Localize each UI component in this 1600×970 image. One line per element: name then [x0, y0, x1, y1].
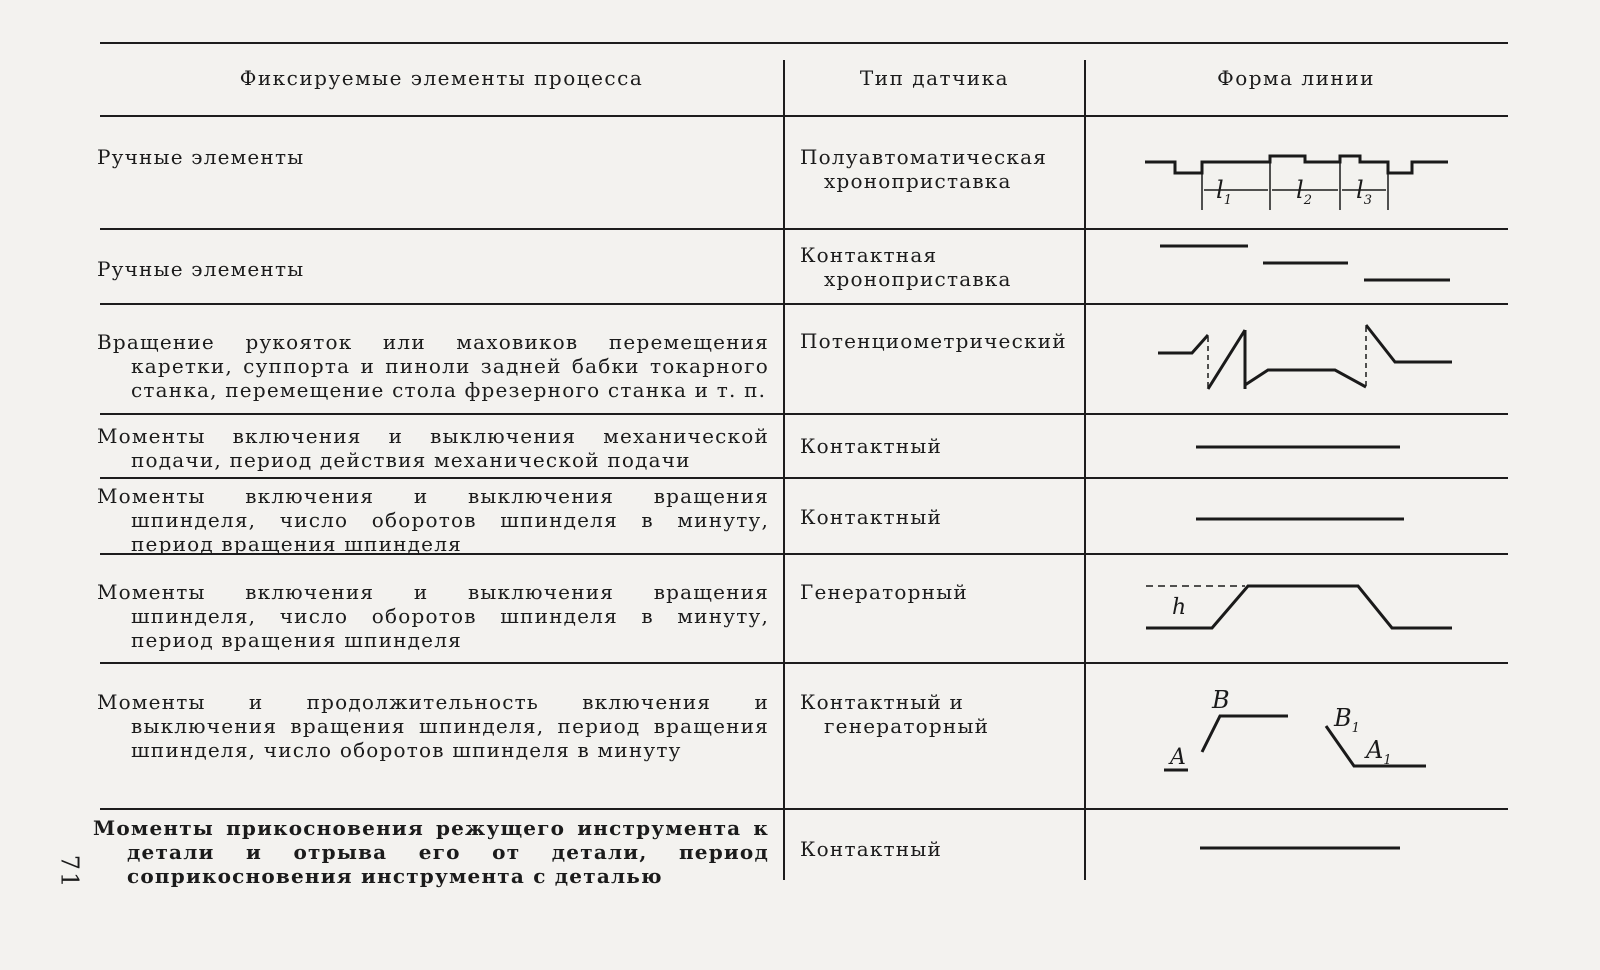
row-6-line-form	[1130, 572, 1460, 642]
row-3-line-form	[1130, 315, 1460, 400]
row-1-sensor: Полуавтоматическая хроноприставка	[800, 145, 1048, 193]
row-rule-2	[100, 303, 1508, 305]
row-1-element: Ручные элементы	[97, 145, 305, 169]
header-bottom-rule	[100, 115, 1508, 117]
row-rule-7	[100, 808, 1508, 810]
a1-label: A	[1366, 736, 1384, 764]
row-2-sensor: Контактная хроноприставка	[800, 243, 1012, 291]
a-label: A	[1170, 745, 1186, 770]
row-5-line-form	[1130, 508, 1460, 538]
row-7-element: Моменты и продолжительность включения и выключения вращения шпинделя, период вращения шпинделя, число оборотов шпинделя в минуту	[97, 690, 769, 762]
row-1-line-form	[1130, 140, 1460, 220]
h-label: h	[1172, 595, 1187, 620]
row-6-sensor: Генераторный	[800, 580, 968, 604]
svg-text:l2: $l_2$	[1296, 176, 1312, 208]
row-8-element: Моменты прикосновения режущего инструмента к детали и отрыва его от детали, период соприкосновения инструмента с деталью	[93, 816, 769, 888]
l2-label: l	[1296, 176, 1304, 204]
row-8-line-form	[1130, 838, 1460, 862]
column-divider-2	[1084, 60, 1086, 880]
row-4-element: Моменты включения и выключения механической подачи, период действия механической подачи	[97, 424, 769, 472]
row-2-line-form	[1130, 232, 1460, 292]
svg-text:B1: $B_1$	[1334, 704, 1360, 736]
table-top-rule	[100, 42, 1508, 44]
row-7-line-form	[1130, 680, 1460, 780]
column-divider-1	[783, 60, 785, 880]
b1-label: B	[1334, 704, 1352, 732]
l1-label: l	[1216, 176, 1224, 204]
row-5-sensor: Контактный	[800, 505, 942, 529]
row-7-sensor: Контактный и генераторный	[800, 690, 990, 738]
row-rule-6	[100, 662, 1508, 664]
row-6-element: Моменты включения и выключения вращения шпинделя, число оборотов шпинделя в минуту, период вращения шпинделя	[97, 580, 769, 652]
header-sensor-type: Тип датчика	[859, 66, 1010, 90]
header-elements: Фиксируемые элементы процесса	[239, 66, 644, 90]
svg-text:l3: $l_3$	[1356, 176, 1372, 208]
l3-label: l	[1356, 176, 1364, 204]
row-rule-3	[100, 413, 1508, 415]
row-5-element: Моменты включения и выключения вращения шпинделя, число оборотов шпинделя в минуту, период вращения шпинделя	[97, 484, 769, 556]
b-label: B	[1212, 686, 1230, 714]
row-2-element: Ручные элементы	[97, 257, 305, 281]
svg-text:l1: $l_1$	[1216, 176, 1232, 208]
row-rule-4	[100, 477, 1508, 479]
row-rule-1	[100, 228, 1508, 230]
row-3-element: Вращение рукояток или маховиков перемещения каретки, суппорта и пиноли задней бабки токарного станка, перемещение стола фрезерного станка и т. п.	[97, 330, 769, 402]
row-4-sensor: Контактный	[800, 434, 942, 458]
row-8-sensor: Контактный	[800, 837, 942, 861]
header-line-shape: Форма линии	[1217, 66, 1375, 90]
row-4-line-form	[1130, 435, 1460, 465]
svg-text:A1: $A_1$	[1366, 736, 1392, 768]
row-3-sensor: Потенциометрический	[800, 329, 1067, 353]
page-number: 71	[55, 854, 84, 890]
